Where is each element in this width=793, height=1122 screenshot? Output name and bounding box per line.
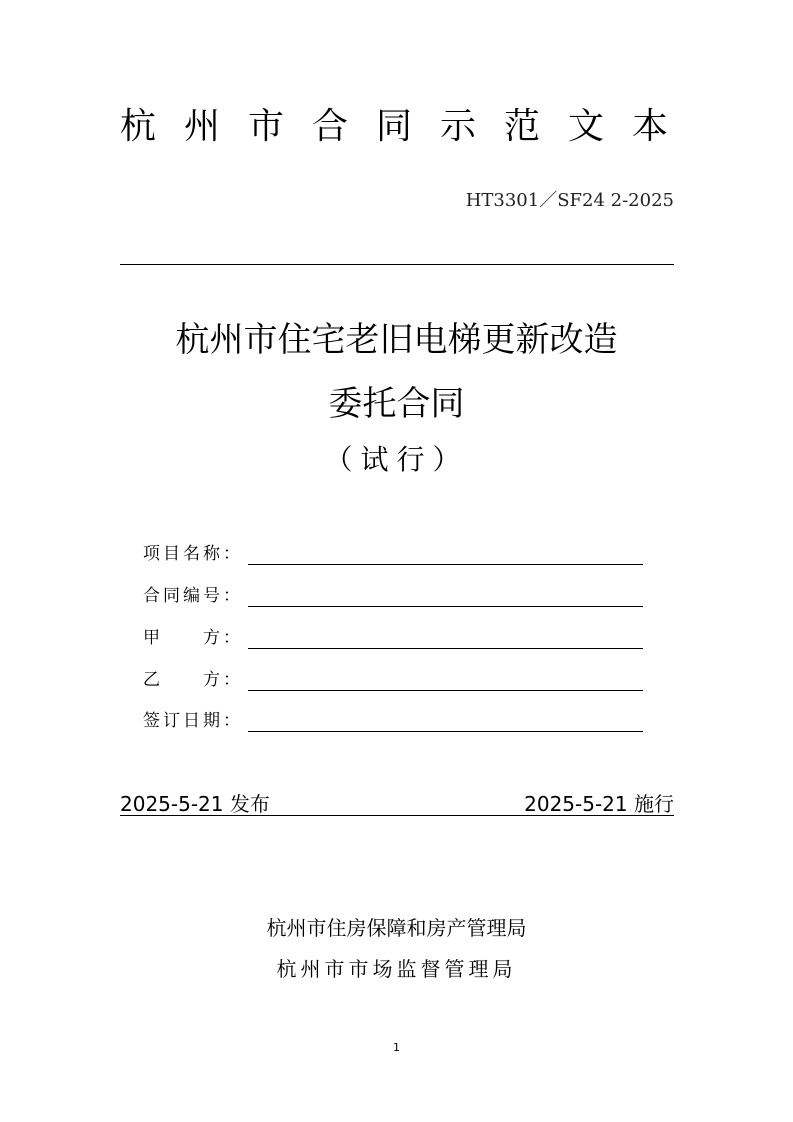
field-project-name[interactable] — [143, 540, 643, 570]
field-party-b[interactable] — [143, 666, 643, 696]
top-divider — [120, 264, 674, 265]
field-label: 甲 方： — [143, 628, 243, 648]
document-code: HT3301／SF24 2-2025 — [465, 190, 674, 211]
page-number: 1 — [393, 1041, 400, 1054]
field-party-a[interactable] — [143, 624, 643, 654]
publish-date: 2025-5-21 发布 — [120, 792, 270, 816]
effective-date: 2025-5-21 施行 — [524, 792, 674, 816]
trial-label: （试行） — [324, 443, 469, 476]
field-signing-date[interactable] — [143, 707, 643, 737]
date-divider — [120, 815, 674, 816]
field-blank-line — [248, 648, 643, 649]
field-label: 项目名称： — [143, 544, 243, 564]
field-blank-line — [248, 564, 643, 565]
field-label: 合同编号： — [143, 586, 243, 606]
field-contract-number[interactable] — [143, 582, 643, 612]
issuer-housing-bureau: 杭州市住房保障和房产管理局 — [266, 916, 527, 940]
field-blank-line — [248, 606, 643, 607]
field-label: 乙 方： — [143, 670, 243, 690]
field-blank-line — [248, 731, 643, 732]
issuer-market-bureau: 杭州市市场监督管理局 — [276, 957, 517, 981]
contract-title-line-2: 委托合同 — [328, 384, 465, 424]
field-label: 签订日期： — [143, 711, 243, 731]
field-blank-line — [248, 690, 643, 691]
contract-title-line-1: 杭州市住宅老旧电梯更新改造 — [175, 320, 618, 360]
series-title: 杭州市合同示范文本 — [120, 106, 697, 147]
